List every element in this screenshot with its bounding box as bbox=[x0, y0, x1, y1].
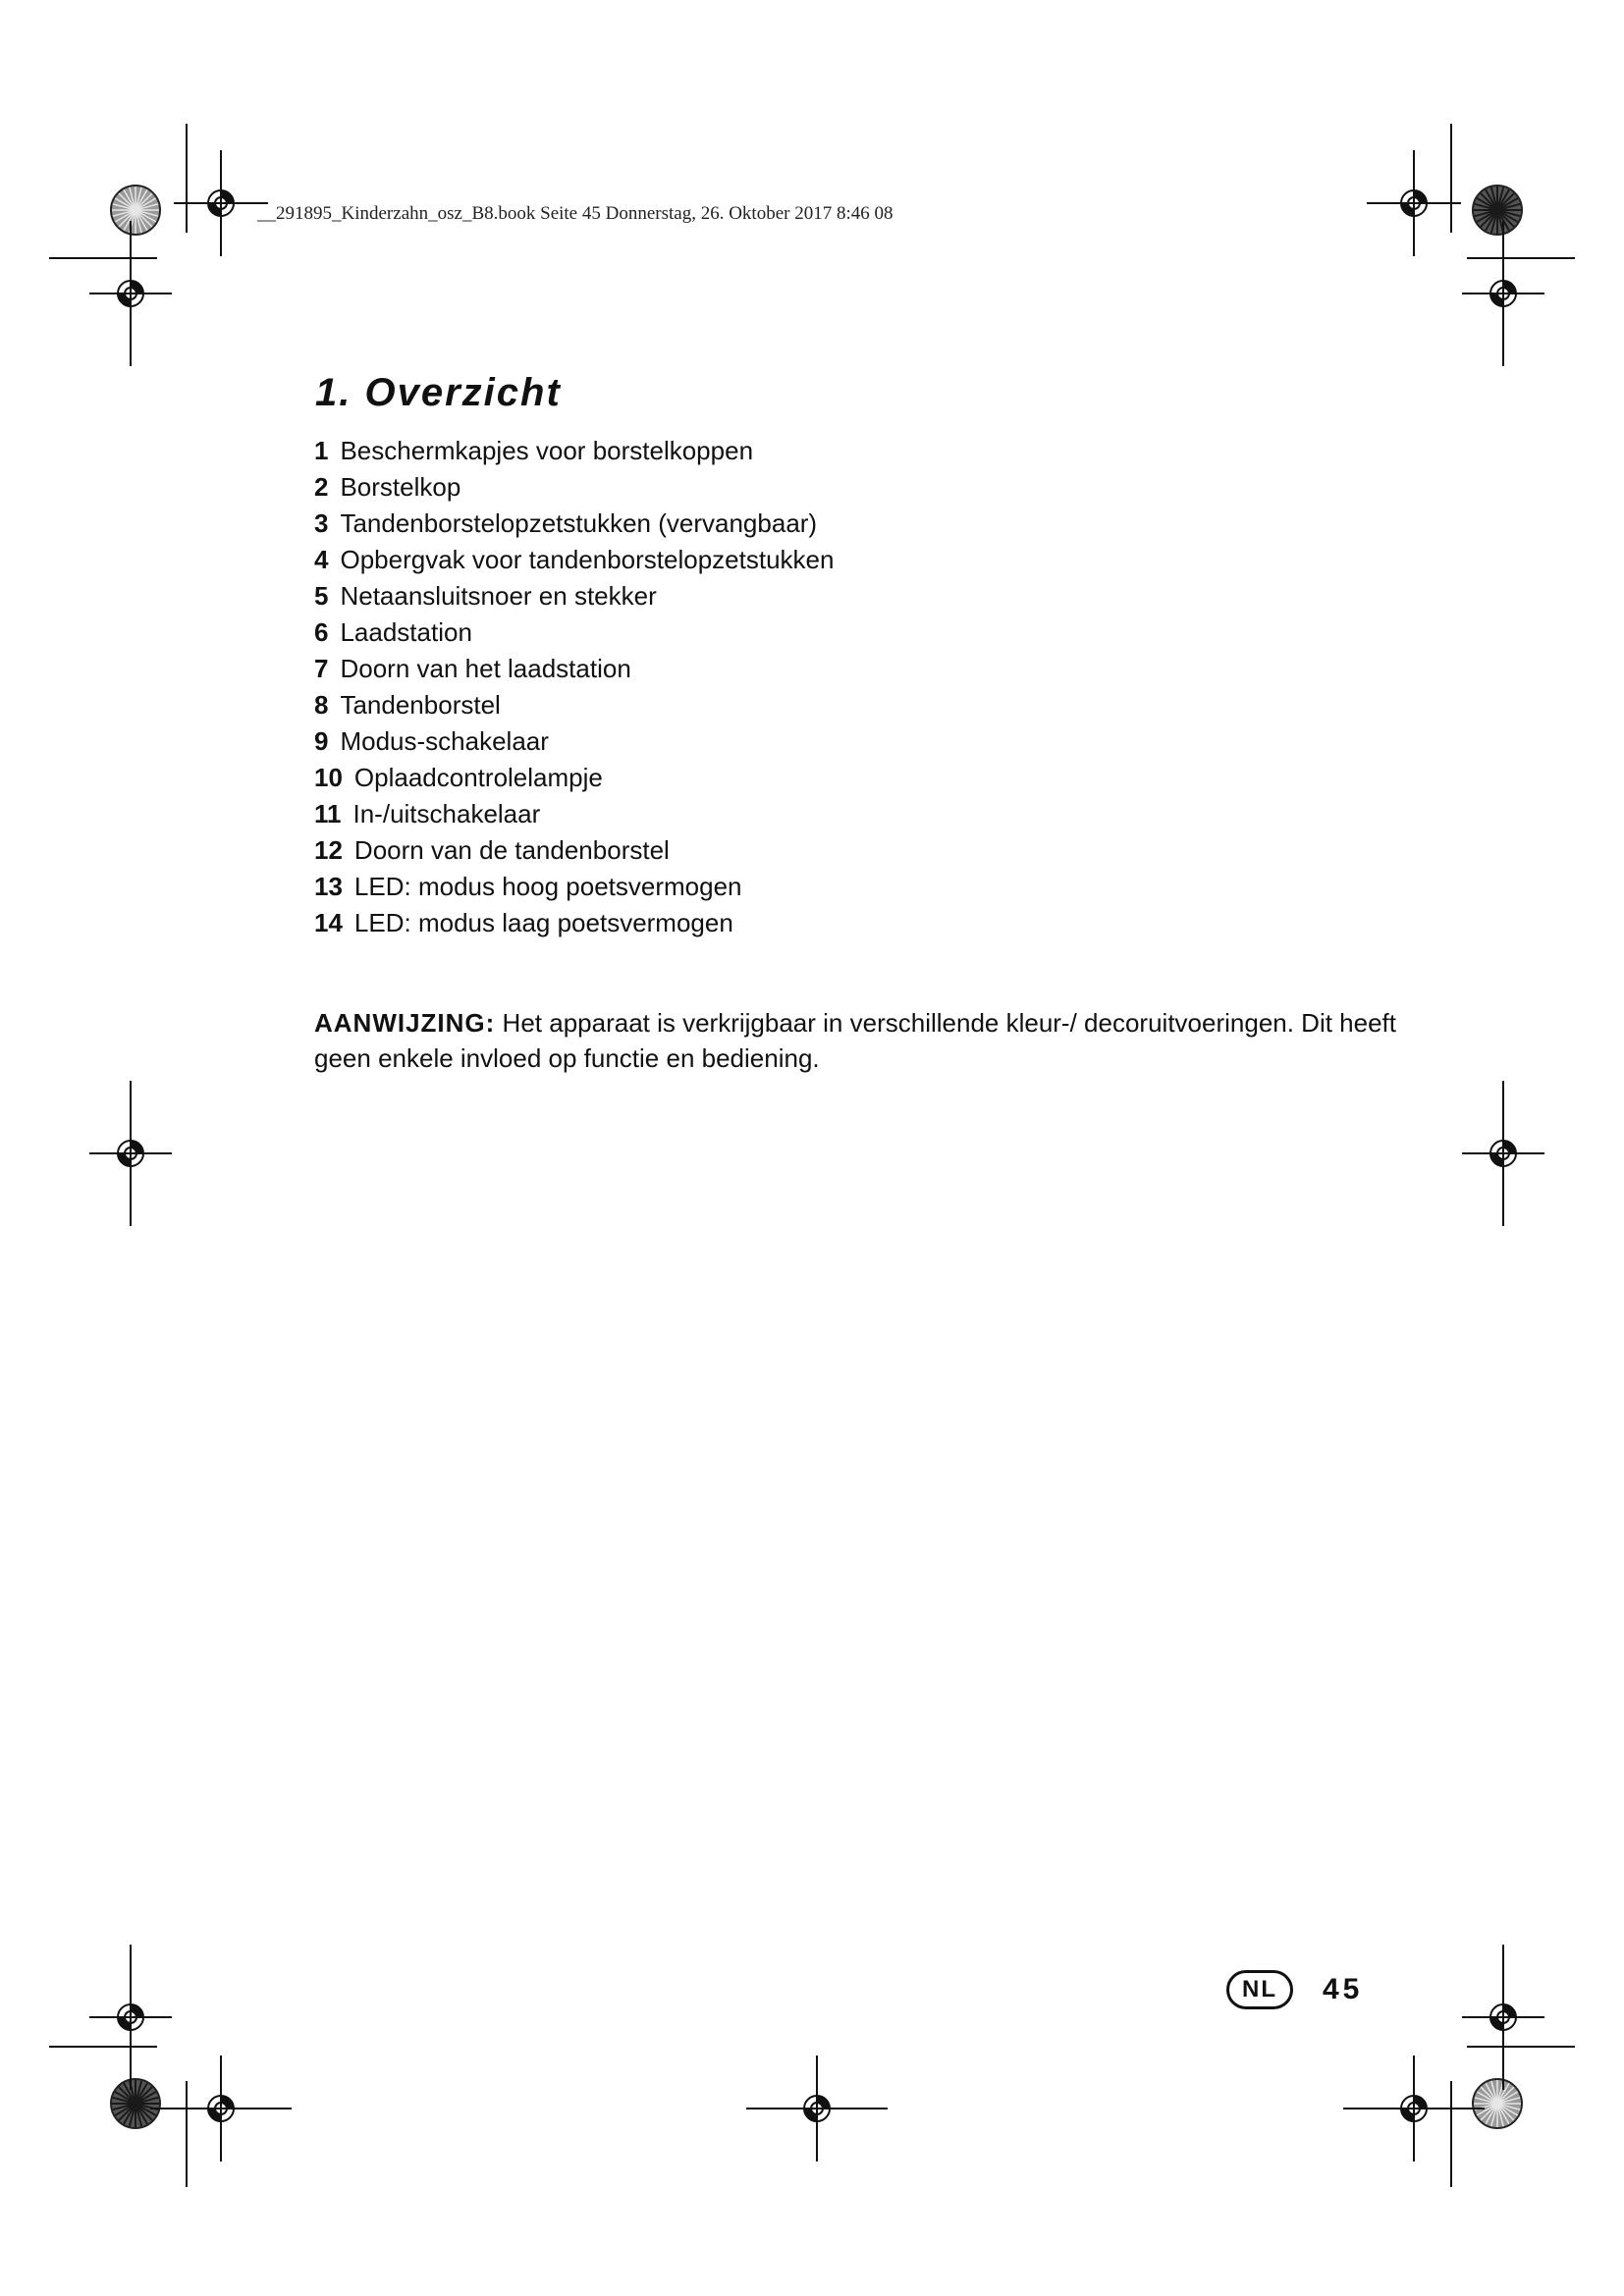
list-item bbox=[314, 760, 834, 796]
color-calibration-icon bbox=[1473, 2079, 1522, 2128]
list-item bbox=[314, 905, 834, 941]
item-text: Laadstation bbox=[340, 617, 472, 647]
color-calibration-icon bbox=[111, 186, 160, 235]
registration-target-icon bbox=[746, 2056, 888, 2162]
list-item bbox=[314, 869, 834, 905]
registration-target-icon bbox=[89, 1081, 172, 1226]
note-label: AANWIJZING: bbox=[314, 1008, 496, 1038]
item-number: 6 bbox=[314, 617, 329, 647]
note-text: Het apparaat is verkrijgbaar in verschillende kleur-/ decoruitvoeringen. Dit heeft geen enkele invloed op functie en bediening. bbox=[314, 1008, 1397, 1073]
registration-target-icon bbox=[1343, 2056, 1485, 2162]
item-number: 13 bbox=[314, 872, 343, 901]
item-text: Borstelkop bbox=[340, 472, 461, 502]
item-number: 9 bbox=[314, 726, 329, 756]
list-item bbox=[314, 433, 834, 469]
item-number: 14 bbox=[314, 908, 343, 937]
item-text: Doorn van het laadstation bbox=[340, 654, 631, 683]
list-item bbox=[314, 614, 834, 651]
registration-target-icon bbox=[1462, 1945, 1544, 2090]
registration-target-icon bbox=[1367, 150, 1461, 256]
item-number: 1 bbox=[314, 436, 329, 465]
registration-target-icon bbox=[1462, 1081, 1544, 1226]
item-text: LED: modus hoog poetsvermogen bbox=[353, 872, 742, 901]
registration-target-icon bbox=[1462, 221, 1544, 366]
list-item bbox=[314, 687, 834, 723]
item-number: 4 bbox=[314, 545, 329, 574]
list-item bbox=[314, 832, 834, 869]
list-item bbox=[314, 578, 834, 614]
page-number: 45 bbox=[1323, 1973, 1364, 2005]
item-number: 10 bbox=[314, 763, 343, 792]
page-title: 1. Overzicht bbox=[315, 371, 562, 414]
note-paragraph bbox=[314, 1005, 1414, 1076]
page-footer bbox=[1226, 1968, 1363, 2011]
list-item bbox=[314, 506, 834, 542]
registration-target-icon bbox=[150, 2056, 292, 2162]
item-number: 7 bbox=[314, 654, 329, 683]
item-text: Tandenborstelopzetstukken (vervangbaar) bbox=[340, 508, 818, 538]
list-item bbox=[314, 469, 834, 506]
item-number: 3 bbox=[314, 508, 329, 538]
parts-list bbox=[314, 433, 834, 941]
item-text: Doorn van de tandenborstel bbox=[353, 835, 670, 865]
item-number: 12 bbox=[314, 835, 343, 865]
registration-target-icon bbox=[89, 1945, 172, 2090]
language-badge: NL bbox=[1226, 1970, 1293, 2009]
registration-target-icon bbox=[174, 150, 268, 256]
item-text: Beschermkapjes voor borstelkoppen bbox=[340, 436, 754, 465]
item-text: Opbergvak voor tandenborstelopzetstukken bbox=[340, 545, 835, 574]
item-text: LED: modus laag poetsvermogen bbox=[353, 908, 733, 937]
item-number: 11 bbox=[314, 799, 342, 828]
color-calibration-icon bbox=[111, 2079, 160, 2128]
list-item bbox=[314, 723, 834, 760]
item-number: 8 bbox=[314, 690, 329, 720]
list-item bbox=[314, 542, 834, 578]
item-text: Netaansluitsnoer en stekker bbox=[340, 581, 657, 611]
item-number: 5 bbox=[314, 581, 329, 611]
list-item bbox=[314, 651, 834, 687]
item-text: Oplaadcontrolelampje bbox=[353, 763, 603, 792]
item-text: Tandenborstel bbox=[340, 690, 501, 720]
item-number: 2 bbox=[314, 472, 329, 502]
list-item bbox=[314, 796, 834, 832]
registration-target-icon bbox=[89, 221, 172, 366]
item-text: In-/uitschakelaar bbox=[352, 799, 541, 828]
file-info-header: __291895_Kinderzahn_osz_B8.book Seite 45 Donnerstag, 26. Oktober 2017 8:46 08 bbox=[257, 203, 893, 224]
item-text: Modus-schakelaar bbox=[340, 726, 549, 756]
color-calibration-icon bbox=[1473, 186, 1522, 235]
